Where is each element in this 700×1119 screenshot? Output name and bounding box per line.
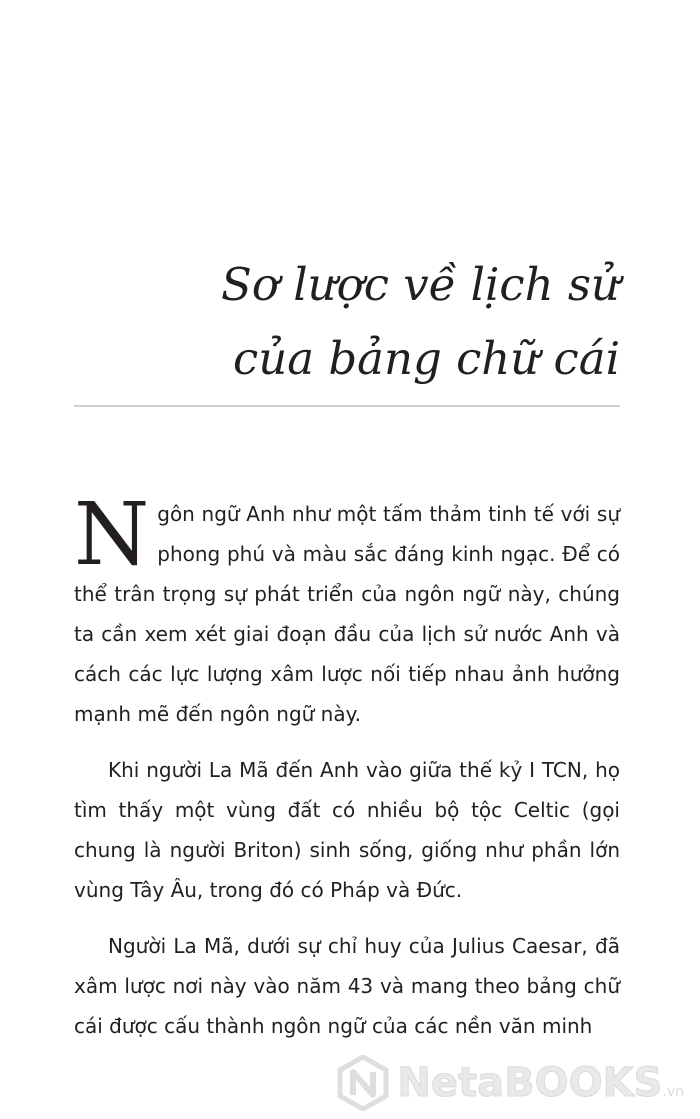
title-divider	[74, 405, 620, 407]
chapter-title	[221, 248, 620, 396]
drop-cap: N	[74, 485, 150, 585]
netabooks-logo-icon	[337, 1055, 389, 1111]
paragraph-1-text: gôn ngữ Anh như một tấm thảm tinh tế với sự phong phú và màu sắc đáng kinh ngạc. Để có thể trân trọng sự phát triển của ngôn ngữ này, chúng ta cần xem xét giai đoạn đầu của lịch sử nước Anh và cách các lực lượng xâm lược nối tiếp nhau ảnh hưởng mạnh mẽ đến ngôn ngữ này.	[74, 502, 620, 726]
chapter-title-line-2: của bảng chữ cái	[233, 332, 620, 385]
paragraph-2: Khi người La Mã đến Anh vào giữa thế kỷ I TCN, họ tìm thấy một vùng đất có nhiều bộ tộc Celtic (gọi chung là người Briton) sinh sống, giống như phần lớn vùng Tây Âu, trong đó có Pháp và Đức.	[74, 758, 620, 902]
watermark-suffix: .vn	[662, 1084, 684, 1100]
watermark-brand: NetaBOOKS	[397, 1060, 663, 1106]
paragraph-3: Người La Mã, dưới sự chỉ huy của Julius Caesar, đã xâm lược nơi này vào năm 43 và mang theo bảng chữ cái được cấu thành ngôn ngữ của các nền văn minh	[74, 934, 620, 1038]
paragraph-1	[74, 485, 620, 734]
watermark	[337, 1055, 684, 1111]
chapter-body	[74, 485, 620, 1062]
watermark-text	[397, 1060, 684, 1106]
chapter-title-line-1: Sơ lược về lịch sử	[221, 258, 620, 311]
